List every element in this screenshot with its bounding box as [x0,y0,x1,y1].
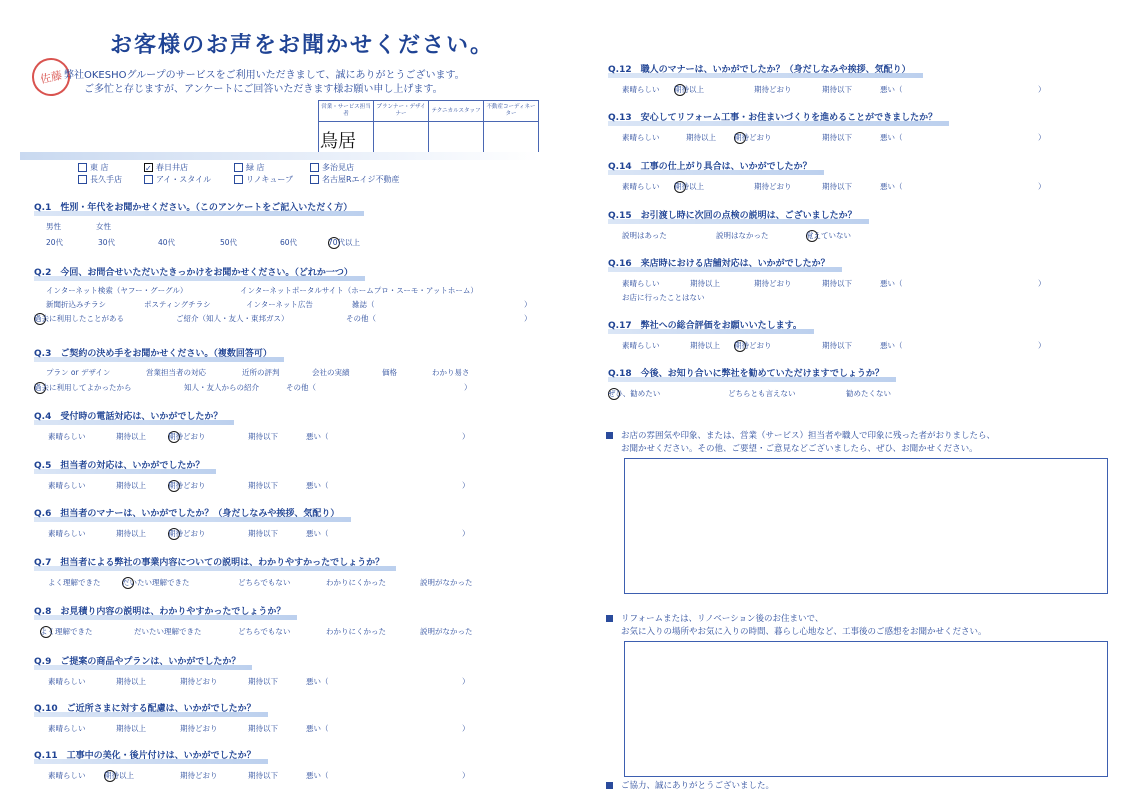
q4-option-below[interactable]: 期待以下 [248,432,278,441]
q2-option-portal-site[interactable]: インターネットポータルサイト（ホームプロ・スーモ・アットホーム） [240,286,478,295]
q2-other-close-paren: ） [524,314,532,323]
q15-option-not-explained[interactable]: 説明はなかった [716,231,769,240]
question-3-title: Q.3 ご契約の決め手をお聞かせください。（複数回答可） [34,346,272,359]
q13-option-above[interactable]: 期待以上 [686,133,716,142]
q5-option-bad[interactable]: 悪い（ [306,481,329,490]
question-2-title: Q.2 今回、お問合せいただいたきっかけをお聞かせください。（どれか一つ） [34,265,353,278]
q6-option-above[interactable]: 期待以上 [116,529,146,538]
comment-1-prompt [606,430,995,456]
q7-option-understood-well[interactable]: よく理解できた [48,578,101,587]
bullet-square-icon [606,432,613,439]
q8-option-hard-to-understand[interactable]: わかりにくかった [326,627,386,636]
q6-bad-close-paren: ） [462,529,470,538]
question-18: Q.18 今後、お知り合いに弊社を勧めていただけますでしょうか？ ぜひ、勧めたい どちらとも言えない 勧めたくない [608,366,884,402]
q14-option-excellent[interactable]: 素晴らしい [622,182,660,191]
question-18-title: Q.18 今後、お知り合いに弊社を勧めていただけますでしょうか？ [608,366,884,379]
q9-option-as-expected[interactable]: 期待どおり [180,677,218,686]
q2-option-posting-flyer[interactable]: ポスティングチラシ [144,300,211,309]
comment-2-textarea[interactable] [624,641,1108,777]
q16-option-bad[interactable]: 悪い（ [880,279,903,288]
q8-option-mostly-understood[interactable]: だいたい理解できた [134,627,202,636]
q14-option-bad[interactable]: 悪い（ [880,182,903,191]
question-17-title: Q.17 弊社への総合評価をお願いいたします。 [608,318,802,331]
bullet-square-icon [606,615,613,622]
question-10-title: Q.10 ご近所さまに対する配慮は、いかがでしたか？ [34,701,256,714]
q5-option-excellent[interactable]: 素晴らしい [48,481,86,490]
q7-option-no-explanation[interactable]: 説明がなかった [420,578,473,587]
q3-option-plan-design[interactable]: プラン or デザイン [46,368,111,377]
question-17: Q.17 弊社への総合評価をお願いいたします。 素晴らしい 期待以上 期待どおり 期待以下 悪い（ ） [608,318,802,354]
q2-option-internet-ad[interactable]: インターネット広告 [246,300,313,309]
q9-option-bad[interactable]: 悪い（ [306,677,329,686]
q14-option-below[interactable]: 期待以下 [822,182,852,191]
q9-bad-close-paren: ） [462,677,470,686]
question-2: Q.2 今回、お問合せいただいたきっかけをお聞かせください。（どれか一つ） インターネット検索（ヤフー・グーグル） インターネットポータルサイト（ホームプロ・スーモ・アットホーム） 新聞折込みチラシ ポスティングチラシ インターネット広告 雑誌（ ） 過去に利用したことがある ご紹介（知人・友人・東邦ガス） その他（ ） [34,265,353,327]
header-divider-bar [20,152,540,160]
q8-option-no-explanation[interactable]: 説明がなかった [420,627,473,636]
question-4-title: Q.4 受付時の電話対応は、いかがでしたか？ [34,409,222,422]
q17-bad-close-paren: ） [1038,341,1046,350]
q6-option-bad[interactable]: 悪い（ [306,529,329,538]
q16-bad-close-paren: ） [1038,279,1046,288]
question-16-title: Q.16 来店時における店舗対応は、いかがでしたか？ [608,256,830,269]
q10-bad-close-paren: ） [462,724,470,733]
staff-header-sales: 営業・サービス担当者 [319,101,374,122]
q17-option-excellent[interactable]: 素晴らしい [622,341,660,350]
q4-option-bad[interactable]: 悪い（ [306,432,329,441]
question-7-title: Q.7 担当者による弊社の事業内容についての説明は、わかりやすかったでしょうか？ [34,555,384,568]
q12-option-below[interactable]: 期待以下 [822,85,852,94]
q3-option-other[interactable]: その他（ [286,383,316,392]
question-12-title: Q.12 職人のマナーは、いかがでしたか？（身だしなみや挨拶、気配り） [608,62,911,75]
q16-option-below[interactable]: 期待以下 [822,279,852,288]
question-5-title: Q.5 担当者の対応は、いかがでしたか？ [34,458,204,471]
q5-bad-close-paren: ） [462,481,470,490]
store-checkbox-midori[interactable]: 緑 店 [234,162,265,173]
store-checkbox-kasugai[interactable]: ✓ 春日井店 [145,163,188,173]
store-checkbox-istyle[interactable]: アイ・スタイル [144,174,211,185]
q11-option-as-expected[interactable]: 期待どおり [180,771,218,780]
q14-bad-close-paren: ） [1038,182,1046,191]
q2-option-other[interactable]: その他（ [346,314,376,323]
question-9-title: Q.9 ご提案の商品やプランは、いかがでしたか？ [34,654,240,667]
question-1-title: Q.1 性別・年代をお聞かせください。（このアンケートをご記入いただく方） [34,200,352,213]
q7-option-hard-to-understand[interactable]: わかりにくかった [326,578,386,587]
q9-option-excellent[interactable]: 素晴らしい [48,677,86,686]
q17-option-below[interactable]: 期待以下 [822,341,852,350]
q13-option-excellent[interactable]: 素晴らしい [622,133,660,142]
staff-header-planner: プランナー・デザイナー [374,101,429,122]
q10-option-above[interactable]: 期待以上 [116,724,146,733]
question-4: Q.4 受付時の電話対応は、いかがでしたか？ 素晴らしい 期待以上 期待どおり 期待以下 悪い（ ） [34,409,222,445]
staff-header-realestate: 不動産コーディネーター [484,101,539,122]
store-checkbox-nagoya-rage[interactable]: 名古屋Rエイジ不動産 [310,174,400,185]
question-1: Q.1 性別・年代をお聞かせください。（このアンケートをご記入いただく方） 男性 女性 20代 30代 40代 50代 60代 70代以上 [34,200,352,251]
question-16 [608,256,1046,306]
comment-1-line-2: お聞かせください。その他、ご要望・ご意見などございましたら、ぜひ、お聞かせください。 [621,444,978,454]
q12-option-bad[interactable]: 悪い（ [880,85,903,94]
store-checkbox-higashi[interactable]: 東 店 [78,162,109,173]
q3-option-sales-response[interactable]: 営業担当者の対応 [146,368,206,377]
page-title: お客様のお声をお聞かせください。 [110,33,495,58]
q6-option-below[interactable]: 期待以下 [248,529,278,538]
q1-age-20s[interactable]: 20代 [46,238,64,247]
q10-option-below[interactable]: 期待以下 [248,724,278,733]
q4-option-excellent[interactable]: 素晴らしい [48,432,86,441]
q2-option-newspaper-flyer[interactable]: 新聞折込みチラシ [46,300,106,309]
q13-option-bad[interactable]: 悪い（ [880,133,903,142]
q11-option-bad[interactable]: 悪い（ [306,771,329,780]
comment-2-line-2: お気に入りの場所やお気に入りの時間、暮らし心地など、工事後のご感想をお聞かせください。 [621,627,987,637]
question-14-title: Q.14 工事の仕上がり具合は、いかがでしたか？ [608,159,812,172]
q11-option-below[interactable]: 期待以下 [248,771,278,780]
question-7: Q.7 担当者による弊社の事業内容についての説明は、わかりやすかったでしょうか？ よく理解できた だいたい理解できた どちらでもない わかりにくかった 説明がなかった [34,555,384,591]
footer-thanks: ご協力、誠にありがとうございました。 [606,780,774,793]
q9-option-below[interactable]: 期待以下 [248,677,278,686]
seal-stamp: 佐藤 [28,54,73,99]
question-15-title: Q.15 お引渡し時に次回の点検の説明は、ございましたか？ [608,208,857,221]
q16-option-as-expected[interactable]: 期待どおり [754,279,792,288]
q14-option-as-expected[interactable]: 期待どおり [754,182,792,191]
question-15: Q.15 お引渡し時に次回の点検の説明は、ございましたか？ 説明はあった 説明はなかった 覚えていない [608,208,857,244]
q11-bad-close-paren: ） [462,771,470,780]
q13-bad-close-paren: ） [1038,133,1046,142]
q3-option-clarity[interactable]: わかり易さ [432,368,470,377]
q15-option-explained[interactable]: 説明はあった [622,231,667,240]
q1-age-60s[interactable]: 60代 [280,238,298,247]
q3-option-referral[interactable]: 知人・友人からの紹介 [184,383,259,392]
question-11: Q.11 工事中の美化・後片付けは、いかがでしたか？ 素晴らしい 期待以上 期待どおり 期待以下 悪い（ ） [34,748,256,784]
q3-option-price[interactable]: 価格 [382,368,397,377]
q2-option-internet-search[interactable]: インターネット検索（ヤフー・グーグル） [46,286,188,295]
staff-table [318,100,539,159]
comment-1-line-1: お店の雰囲気や印象、または、営業（サービス）担当者や職人で印象に残った者がおりましたら、 [621,431,996,441]
q1-gender-male[interactable]: 男性 [46,222,61,231]
question-6: Q.6 担当者のマナーは、いかがでしたか？（身だしなみや挨拶、気配り） 素晴らしい 期待以上 期待どおり 期待以下 悪い（ ） [34,506,339,542]
question-6-title: Q.6 担当者のマナーは、いかがでしたか？（身だしなみや挨拶、気配り） [34,506,339,519]
question-12: Q.12 職人のマナーは、いかがでしたか？（身だしなみや挨拶、気配り） 素晴らしい 期待以上 期待どおり 期待以下 悪い（ ） [608,62,911,98]
q10-option-excellent[interactable]: 素晴らしい [48,724,86,733]
q5-option-below[interactable]: 期待以下 [248,481,278,490]
question-11-title: Q.11 工事中の美化・後片付けは、いかがでしたか？ [34,748,256,761]
store-checkbox-nagakute[interactable]: 長久手店 [78,174,122,185]
question-8: Q.8 お見積り内容の説明は、わかりやすかったでしょうか？ よく理解できた だいたい理解できた どちらでもない わかりにくかった 説明がなかった [34,604,285,640]
q12-bad-close-paren: ） [1038,85,1046,94]
comment-2-line-1: リフォームまたは、リノベーション後のお住まいで、 [621,614,824,624]
store-checkbox-tajimi[interactable]: 多治見店 [310,162,354,173]
question-5: Q.5 担当者の対応は、いかがでしたか？ 素晴らしい 期待以上 期待どおり 期待以下 悪い（ ） [34,458,204,494]
q16-option-above[interactable]: 期待以上 [690,279,720,288]
question-10 [34,701,470,737]
q1-age-40s[interactable]: 40代 [158,238,176,247]
question-13-title: Q.13 安心してリフォーム工事・お住まいづくりを進めることができましたか？ [608,110,937,123]
intro-line-1: 弊社OKESHOグループのサービスをご利用いただきまして、誠にありがとうございます。 [64,70,465,81]
question-8-title: Q.8 お見積り内容の説明は、わかりやすかったでしょうか？ [34,604,285,617]
q3-option-track-record[interactable]: 会社の実績 [312,368,350,377]
q11-option-excellent[interactable]: 素晴らしい [48,771,86,780]
comment-1-textarea[interactable] [624,458,1108,594]
comment-2-prompt [606,613,987,639]
question-13: Q.13 安心してリフォーム工事・お住まいづくりを進めることができましたか？ 素晴らしい 期待以上 期待どおり 期待以下 悪い（ ） [608,110,937,146]
q2-option-magazine[interactable]: 雑誌（ [352,300,375,309]
q18-option-neutral[interactable]: どちらとも言えない [728,389,796,398]
q6-option-excellent[interactable]: 素晴らしい [48,529,86,538]
q10-option-as-expected[interactable]: 期待どおり [180,724,218,733]
staff-header-technical: テクニカルスタッフ [429,101,484,122]
q16-option-excellent[interactable]: 素晴らしい [622,279,660,288]
q2-option-referral[interactable]: ご紹介（知人・友人・東邦ガス） [176,314,289,323]
q8-option-neither[interactable]: どちらでもない [238,627,291,636]
q4-option-above[interactable]: 期待以上 [116,432,146,441]
q13-option-below[interactable]: 期待以下 [822,133,852,142]
q10-option-bad[interactable]: 悪い（ [306,724,329,733]
q16-option-never-visited[interactable]: お店に行ったことはない [622,293,705,302]
q2-magazine-close-paren: ） [524,300,532,309]
q18-option-not-recommend[interactable]: 勧めたくない [846,389,891,398]
bullet-square-icon [606,782,613,789]
q9-option-above[interactable]: 期待以上 [116,677,146,686]
q12-option-as-expected[interactable]: 期待どおり [754,85,792,94]
q1-age-30s[interactable]: 30代 [98,238,116,247]
q1-age-50s[interactable]: 50代 [220,238,238,247]
q5-option-above[interactable]: 期待以上 [116,481,146,490]
intro-line-2: ご多忙と存じますが、アンケートにご回答いただきます様お願い申し上げます。 [84,84,443,95]
store-checkbox-renocube[interactable]: リノキューブ [234,174,293,185]
q3-other-close-paren: ） [464,383,472,392]
q1-gender-female[interactable]: 女性 [96,222,111,231]
q3-option-reputation[interactable]: 近所の評判 [242,368,280,377]
staff-name-sales[interactable]: 鳥居 [319,122,374,159]
question-14: Q.14 工事の仕上がり具合は、いかがでしたか？ 素晴らしい 期待以上 期待どおり 期待以下 悪い（ ） [608,159,812,195]
question-3: Q.3 ご契約の決め手をお聞かせください。（複数回答可） プラン or デザイン 営業担当者の対応 近所の評判 会社の実績 価格 わかり易さ 過去に利用してよかったから 知人・友人からの紹介 その他（ ） [34,346,272,396]
q7-option-neither[interactable]: どちらでもない [238,578,291,587]
q17-option-bad[interactable]: 悪い（ [880,341,903,350]
q4-bad-close-paren: ） [462,432,470,441]
q12-option-excellent[interactable]: 素晴らしい [622,85,660,94]
question-9 [34,654,470,690]
q17-option-above[interactable]: 期待以上 [690,341,720,350]
